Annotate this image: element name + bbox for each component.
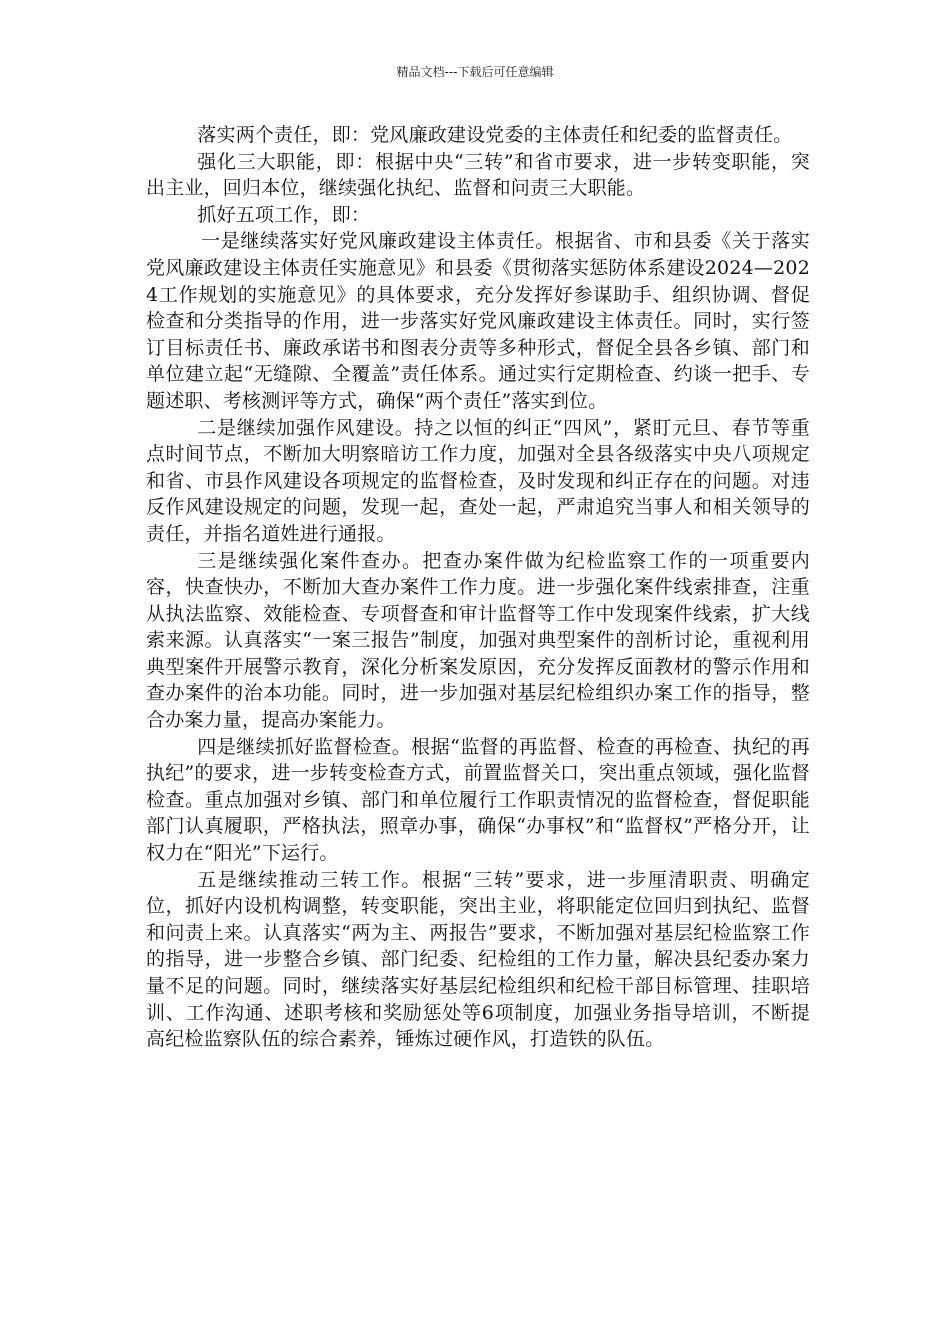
paragraph-three-functions: 强化三大职能，即：根据中央“三转”和省市要求，进一步转变职能，突出主业，回归本位，继续强化执纪、监督和问责三大职能。 (146, 150, 810, 200)
paragraph-two-responsibilities: 落实两个责任，即：党风廉政建设党委的主体责任和纪委的监督责任。 (197, 124, 793, 146)
paragraph-task-four: 四是继续抓好监督检查。根据“监督的再监督、检查的再检查、执纪的再执纪”的要求，进一步转变检查方式，前置监督关口，突出重点领域，强化监督检查。重点加强对乡镇、部门和单位履行工作职责情况的监督检查，督促职能部门认真履职，严格执法，照章办事，确保“办事权”和“监督权”严格分开，让权力在“阳光”下运行。 (146, 735, 810, 865)
paragraph-task-one: 一是继续落实好党风廉政建设主体责任。根据省、市和县委《关于落实党风廉政建设主体责任实施意见》和县委《贯彻落实惩防体系建设2024—2024工作规划的实施意见》的具体要求，充分发挥好参谋助手、组织协调、督促检查和分类指导的作用，进一步落实好党风廉政建设主体责任。同时，实行签订目标责任书、廉政承诺书和图表分责等多种形式，督促全县各乡镇、部门和单位建立起“无缝隙、全覆盖”责任体系。通过实行定期检查、约谈一把手、专题述职、考核测评等方式，确保“两个责任”落实到位。 (146, 230, 810, 412)
document-body (146, 122, 810, 1053)
paragraph-task-three: 三是继续强化案件查办。把查办案件做为纪检监察工作的一项重要内容，快查快办，不断加大查办案件工作力度。进一步强化案件线索排查，注重从执法监察、效能检查、专项督查和审计监督等工作中发现案件线索，扩大线索来源。认真落实“一案三报告”制度，加强对典型案件的剖析讨论，重视利用典型案件开展警示教育，深化分析案发原因，充分发挥反面教材的警示作用和查办案件的治本功能。同时，进一步加强对基层纪检组织办案工作的指导，整合办案力量，提高办案能力。 (146, 549, 810, 732)
paragraph-task-five: 五是继续推动三转工作。根据“三转”要求，进一步厘清职责、明确定位，抓好内设机构调整，转变职能，突出主业，将职能定位回归到执纪、监督和问责上来。认真落实“两为主、两报告”要求，不断加强对基层纪检监察工作的指导，进一步整合乡镇、部门纪委、纪检组的工作力量，解决县纪委办案力量不足的问题。同时，继续落实好基层纪检组织和纪检干部目标管理、挂职培训、工作沟通、述职考核和奖励惩处等6项制度，加强业务指导培训，不断提高纪检监察队伍的综合素养，锤炼过硬作风，打造铁的队伍。 (146, 868, 810, 1051)
page-header: 精品文档---下载后可任意编辑 (396, 65, 554, 79)
paragraph-five-tasks-intro: 抓好五项工作，即： (197, 203, 371, 226)
paragraph-task-two: 二是继续加强作风建设。持之以恒的纠正“四风”，紧盯元旦、春节等重点时间节点，不断加大明察暗访工作力度，加强对全县各级落实中央八项规定和省、市县作风建设各项规定的监督检查，及时发现和纠正存在的问题。对违反作风建设规定的问题，发现一起，查处一起，严肃追究当事人和相关领导的责任，并指名道姓进行通报。 (146, 416, 810, 545)
